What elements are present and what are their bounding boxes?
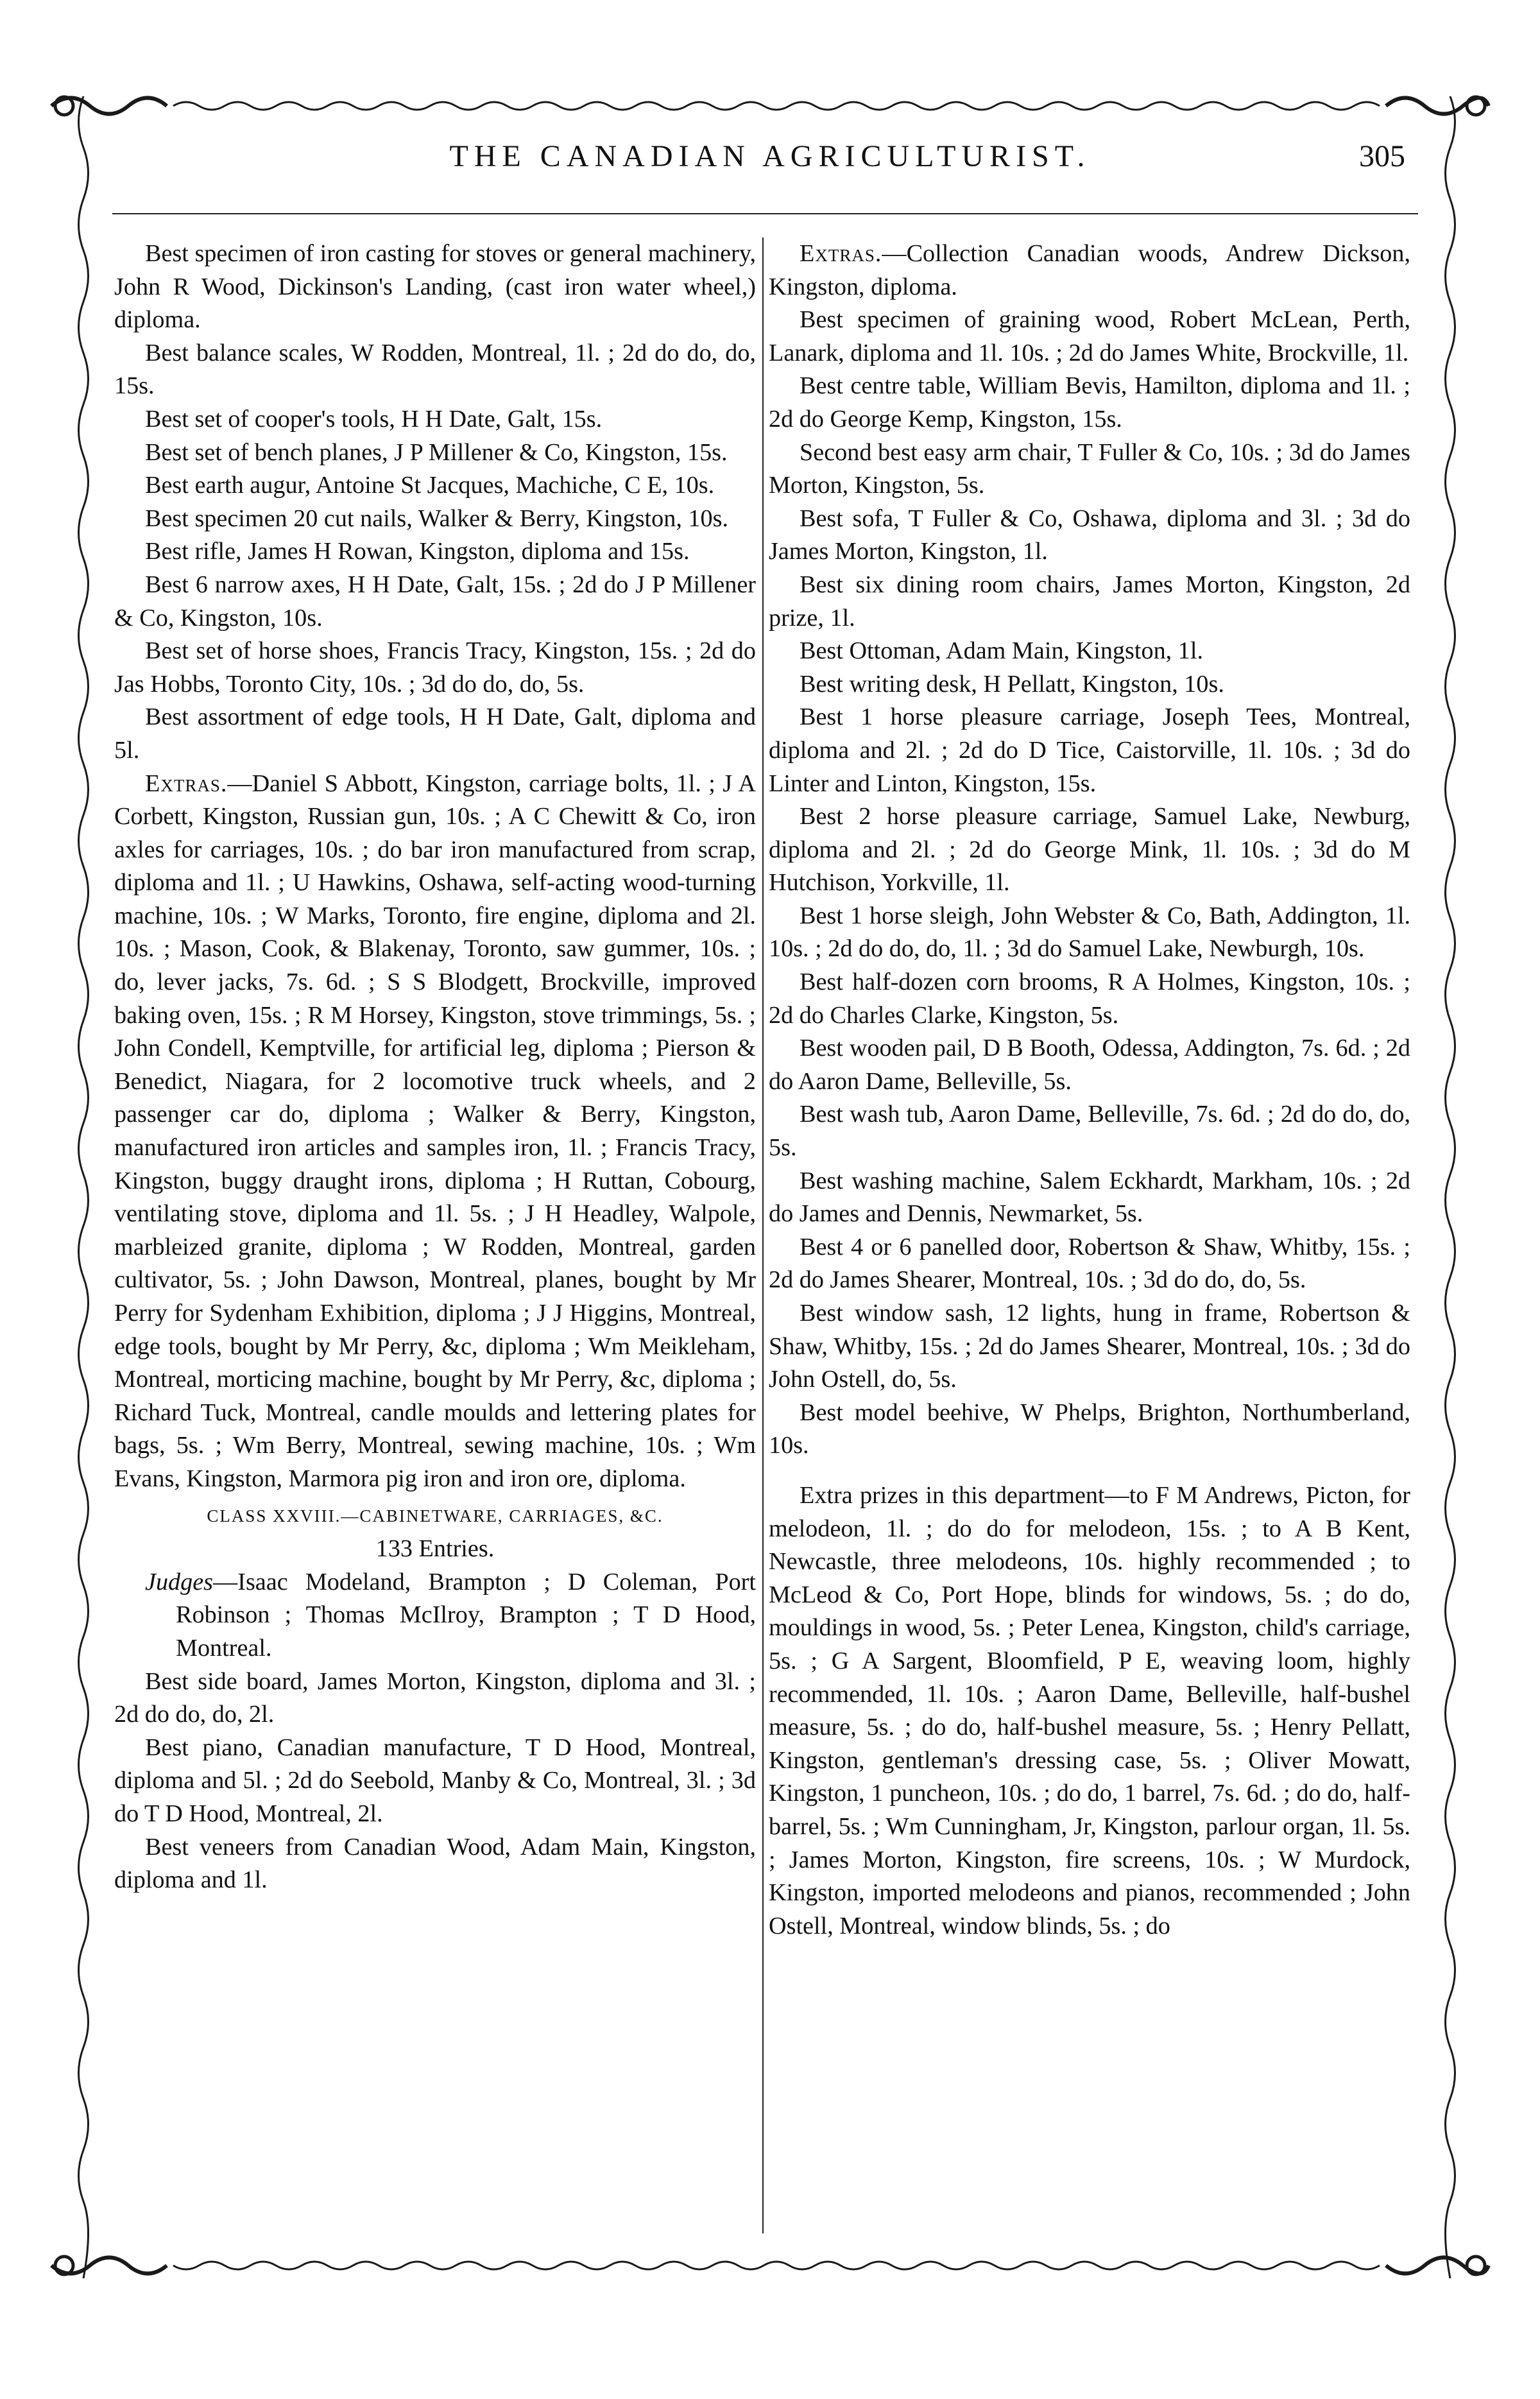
entry-edge-tools: Best assortment of edge tools, H H Date, Galt, diploma and 5l. — [114, 703, 756, 764]
entry-cut-nails: Best specimen 20 cut nails, Walker & Berry, Kingston, 10s. — [145, 504, 729, 532]
running-head — [116, 135, 1425, 186]
entry-beehive: Best model beehive, W Phelps, Brighton, Northumberland, 10s. — [769, 1398, 1410, 1459]
entry-dining-chairs: Best six dining room chairs, James Morton, Kingston, 2d prize, 1l. — [769, 571, 1410, 632]
entry-iron-casting: Best specimen of iron casting for stoves or general machinery, John R Wood, Dickinson's Landing, (cast iron water wheel,) diploma. — [114, 240, 756, 334]
entry-corn-brooms: Best half-dozen corn brooms, R A Holmes, Kingston, 10s. ; 2d do Charles Clarke, Kingston, 5s. — [769, 968, 1410, 1029]
entry-bench-planes: Best set of bench planes, J P Millener & Co, Kingston, 15s. — [145, 438, 728, 466]
entry-writing-desk: Best writing desk, H Pellatt, Kingston, 10s. — [800, 670, 1224, 698]
entry-earth-augur: Best earth augur, Antoine St Jacques, Machiche, C E, 10s. — [145, 472, 715, 499]
column-divider — [762, 237, 764, 2233]
entry-veneers: Best veneers from Canadian Wood, Adam Main, Kingston, diploma and 1l. — [114, 1833, 756, 1894]
page-number: 305 — [1359, 139, 1405, 173]
entry-horse-shoes: Best set of horse shoes, Francis Tracy, Kingston, 15s. ; 2d do Jas Hobbs, Toronto City, 10s. ; 3d do do, do, 5s. — [114, 637, 756, 698]
entry-extras-woods — [769, 237, 1410, 304]
header-rule — [112, 213, 1418, 214]
journal-title: THE CANADIAN AGRICULTURIST. — [449, 139, 1091, 173]
right-ornament-border — [1428, 96, 1473, 2278]
entry-two-horse-carriage: Best 2 horse pleasure carriage, Samuel Lake, Newburg, diploma and 2l. ; 2d do George Mink, 1l. 10s. ; 3d do M Hutchison, Yorkville, 1l. — [769, 803, 1410, 897]
entry-wooden-pail: Best wooden pail, D B Booth, Odessa, Addington, 7s. 6d. ; 2d do Aaron Dame, Belleville, 5s. — [769, 1035, 1410, 1095]
extras-text: —Daniel S Abbott, Kingston, carriage bolts, 1l. ; J A Corbett, Kingston, Russian gun, 10s. ; A C Chewitt & Co, iron axles for carriages, 10s. ; do bar iron manufactured from scrap, diploma and 1l. ; U Hawkins, Oshawa, self-acting wood-turning machine, 10s. ; W Marks, Toronto, fire engine, diploma and 2l. 10s. ; Mason, Cook, & Blakenay, Toronto, saw gummer, 10s. ; do, lever jacks, 7s. 6d. ; S S Blodgett, Brockville, improved baking oven, 15s. ; R M Horsey, Kingston, stove trimmings, 5s. ; John Condell, Kemptville, for artificial leg, diploma ; Pierson & Benedict, Niagara, for 2 locomotive truck wheels, and 2 passenger car do, diploma ; Walker & Berry, Kingston, manufactured iron articles and samples iron, 1l. ; Francis Tracy, Kingston, buggy draught irons, diploma ; H Ruttan, Cobourg, ventilating stove, diploma and 1l. 5s. ; J H Headley, Walpole, marbleized granite, diploma ; W Rodden, Montreal, garden cultivator, 5s. ; John Dawson, Montreal, planes, bought by Mr Perry for Sydenham Exhibition, diploma ; J J Higgins, Montreal, edge tools, bought by Mr Perry, &c, diploma ; Wm Meikleham, Montreal, morticing machine, bought by Mr Perry, &c, diploma ; Richard Tuck, Montreal, candle moulds and lettering plates for bags, 5s. ; Wm Berry, Montreal, sewing machine, 10s. ; Wm Evans, Kingston, Marmora pig iron and iron ore, diploma. — [114, 770, 756, 1492]
entry-centre-table: Best centre table, William Bevis, Hamilton, diploma and 1l. ; 2d do George Kemp, Kingston, 15s. — [769, 372, 1410, 433]
entries-count: 133 Entries. — [375, 1535, 495, 1563]
left-ornament-border — [61, 96, 106, 2278]
entry-piano: Best piano, Canadian manufacture, T D Hood, Montreal, diploma and 5l. ; 2d do Seebold, Manby & Co, Montreal, 3l. ; 3d do T D Hood, Montreal, 2l. — [114, 1733, 756, 1827]
top-ornament-border — [45, 87, 1495, 125]
entry-sofa: Best sofa, T Fuller & Co, Oshawa, diploma and 3l. ; 3d do James Morton, Kingston, 1l. — [769, 504, 1410, 565]
entry-panelled-door: Best 4 or 6 panelled door, Robertson & Shaw, Whitby, 15s. ; 2d do James Shearer, Montreal, 10s. ; 3d do do, do, 5s. — [769, 1233, 1410, 1294]
left-column — [114, 237, 756, 2240]
extras-lead: Extras. — [800, 240, 882, 267]
class-heading: CLASS XXVIII.—CABINETWARE, CARRIAGES, &C. — [207, 1506, 663, 1526]
extras-lead: Extras. — [145, 770, 228, 797]
entry-one-horse-carriage: Best 1 horse pleasure carriage, Joseph Tees, Montreal, diploma and 2l. ; 2d do D Tice, Caistorville, 1l. 10s. ; 3d do Linter and Linton, Kingston, 15s. — [769, 703, 1410, 797]
judges-list — [114, 1566, 756, 1665]
bottom-ornament-border — [45, 2246, 1495, 2285]
right-column — [769, 237, 1410, 2240]
entry-graining-wood: Best specimen of graining wood, Robert McLean, Perth, Lanark, diploma and 1l. 10s. ; 2d do James White, Brockville, 1l. — [769, 306, 1410, 366]
entry-window-sash: Best window sash, 12 lights, hung in frame, Robertson & Shaw, Whitby, 15s. ; 2d do James Shearer, Montreal, 10s. ; 3d do John Ostell, do, 5s. — [769, 1300, 1410, 1393]
entry-washing-machine: Best washing machine, Salem Eckhardt, Markham, 10s. ; 2d do James and Dennis, Newmarket, 5s. — [769, 1167, 1410, 1228]
entry-coopers-tools: Best set of cooper's tools, H H Date, Galt, 15s. — [145, 405, 603, 433]
entry-rifle: Best rifle, James H Rowan, Kingston, diploma and 15s. — [145, 538, 690, 565]
entry-arm-chair: Second best easy arm chair, T Fuller & Co, 10s. ; 3d do James Morton, Kingston, 5s. — [769, 438, 1410, 499]
entry-extra-prizes: Extra prizes in this department—to F M Andrews, Picton, for melodeon, 1l. ; do do for melodeon, 15s. ; to A B Kent, Newcastle, three melodeons, 10s. highly recommended ; to McLeod & Co, Port Hope, blinds for windows, 5s. ; do do, mouldings in wood, 5s. ; Peter Lenea, Kingston, child's carriage, 5s. ; G A Sargent, Bloomfield, P E, weaving loom, highly recommended, 1l. 10s. ; Aaron Dame, Belleville, half-bushel measure, 5s. ; do do, half-bushel measure, 5s. ; Henry Pellatt, Kingston, gentleman's dressing case, 5s. ; Oliver Mowatt, Kingston, 1 puncheon, 10s. ; do do, 1 barrel, 7s. 6d. ; do do, half-barrel, 5s. ; Wm Cunningham, Jr, Kingston, parlour organ, 1l. 5s. ; James Morton, Kingston, fire screens, 10s. ; W Murdock, Kingston, imported melodeons and pianos, recommended ; John Ostell, Montreal, window blinds, 5s. ; do — [769, 1481, 1410, 1939]
entry-ottoman: Best Ottoman, Adam Main, Kingston, 1l. — [800, 637, 1204, 665]
entry-side-board: Best side board, James Morton, Kingston, diploma and 3l. ; 2d do do, do, 2l. — [114, 1667, 756, 1728]
entry-narrow-axes: Best 6 narrow axes, H H Date, Galt, 15s. ; 2d do J P Millener & Co, Kingston, 10s. — [114, 571, 756, 632]
judges-text: —Isaac Modeland, Brampton ; D Coleman, Port Robinson ; Thomas McIlroy, Brampton ; T D Hood, Montreal. — [176, 1568, 756, 1662]
entry-horse-sleigh: Best 1 horse sleigh, John Webster & Co, Bath, Addington, 1l. 10s. ; 2d do do, do, 1l. ; 3d do Samuel Lake, Newburgh, 10s. — [769, 902, 1410, 963]
entry-extras-iron — [114, 768, 756, 1496]
judges-lead: Judges — [145, 1568, 214, 1595]
entry-wash-tub: Best wash tub, Aaron Dame, Belleville, 7s. 6d. ; 2d do do, do, 5s. — [769, 1101, 1410, 1162]
entry-balance-scales: Best balance scales, W Rodden, Montreal, 1l. ; 2d do do, do, 15s. — [114, 339, 756, 400]
extras-text: —Collection Canadian woods, Andrew Dickson, Kingston, diploma. — [769, 240, 1410, 300]
